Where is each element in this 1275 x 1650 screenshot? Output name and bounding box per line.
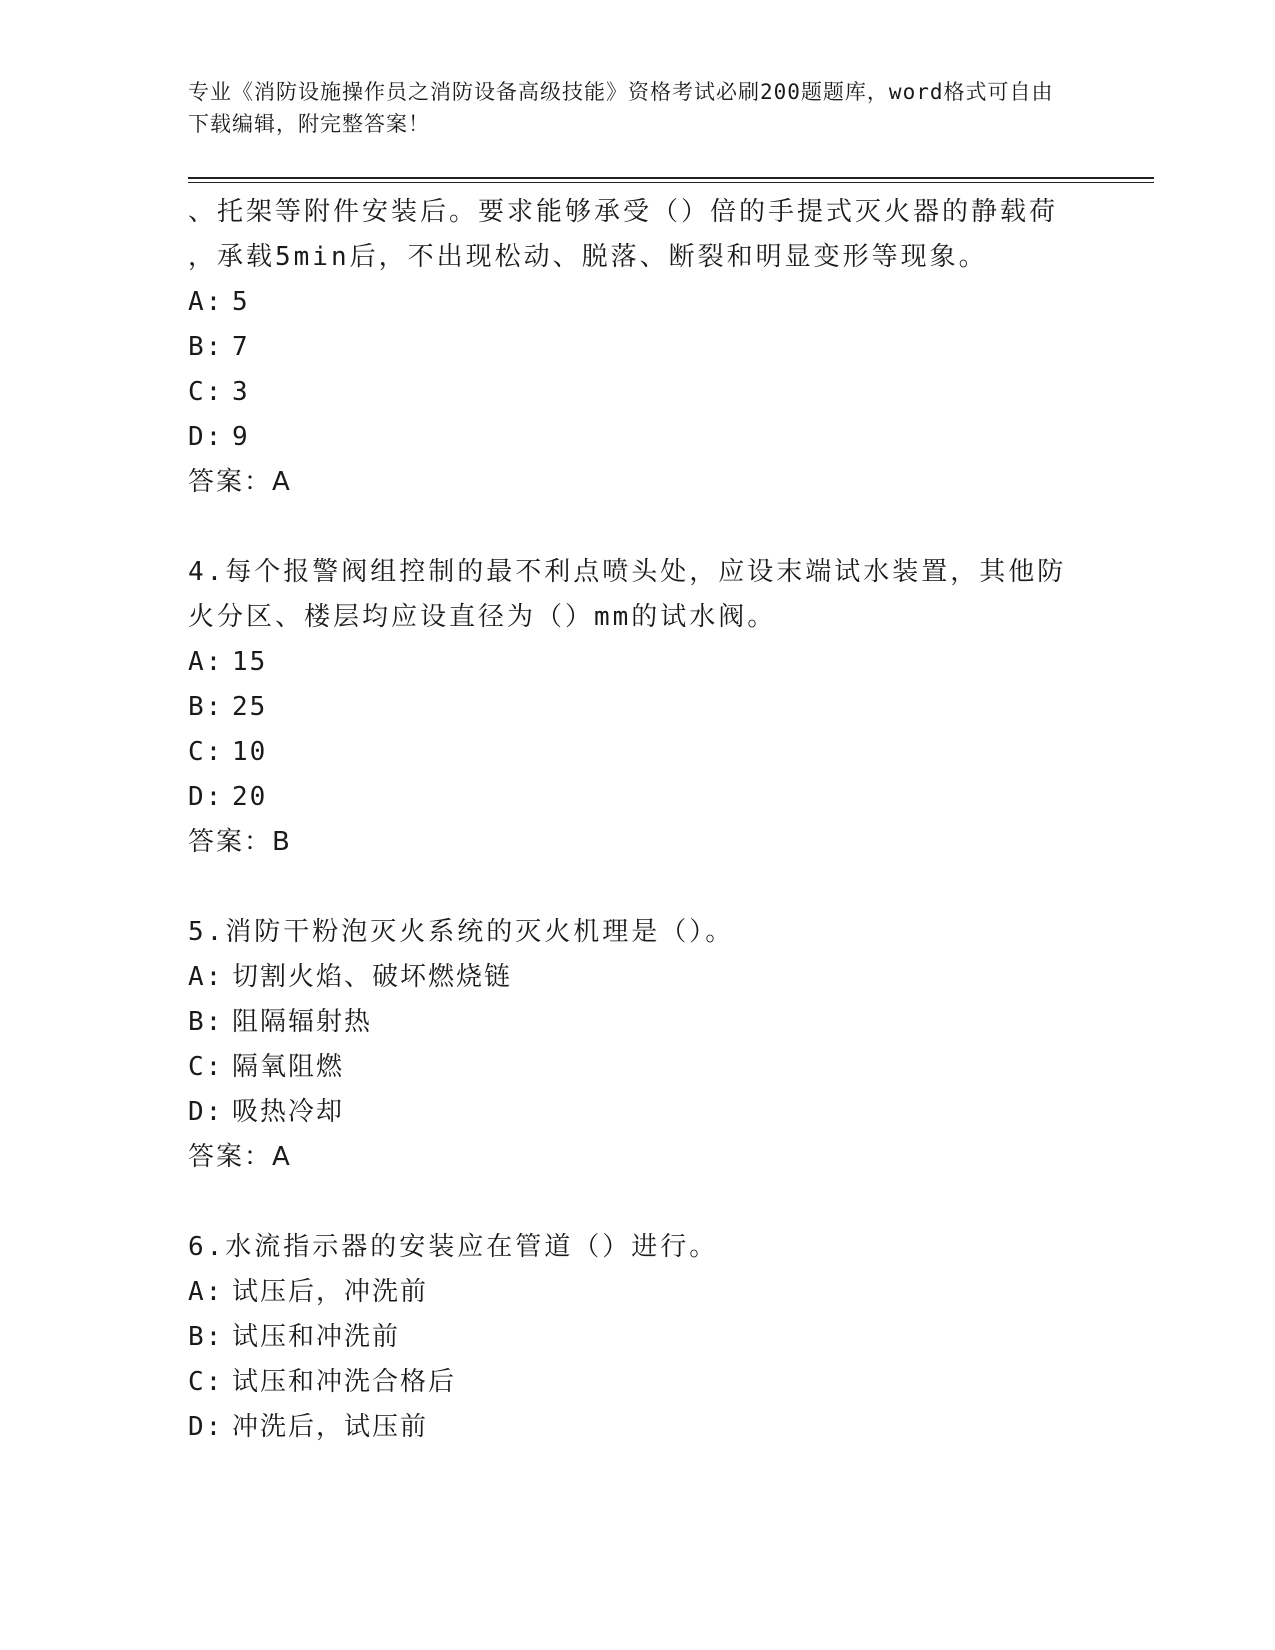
option-letter: D: bbox=[188, 1412, 224, 1442]
option-c bbox=[188, 1045, 1088, 1090]
question-text-line: 4.每个报警阀组控制的最不利点喷头处，应设末端试水装置，其他防 bbox=[188, 557, 1067, 587]
option-letter: A: bbox=[188, 287, 224, 317]
option-text: 试压后，冲洗前 bbox=[232, 1277, 429, 1307]
option-text: 阻隔辐射热 bbox=[232, 1007, 373, 1037]
option-d bbox=[188, 775, 1088, 820]
option-text: 试压和冲洗前 bbox=[232, 1322, 401, 1352]
option-letter: C: bbox=[188, 1052, 224, 1082]
option-b bbox=[188, 1000, 1088, 1045]
option-text: 吸热冷却 bbox=[232, 1097, 345, 1127]
answer-line: 答案：A bbox=[188, 467, 292, 497]
option-text: 9 bbox=[232, 422, 250, 452]
option-c bbox=[188, 370, 1088, 415]
option-a bbox=[188, 640, 1088, 685]
option-text: 20 bbox=[232, 782, 268, 812]
option-letter: B: bbox=[188, 1007, 224, 1037]
option-letter: B: bbox=[188, 1322, 224, 1352]
option-text: 5 bbox=[232, 287, 250, 317]
option-b bbox=[188, 1315, 1088, 1360]
option-text: 7 bbox=[232, 332, 250, 362]
option-a bbox=[188, 1270, 1088, 1315]
option-a bbox=[188, 280, 1088, 325]
option-letter: A: bbox=[188, 647, 224, 677]
option-letter: B: bbox=[188, 332, 224, 362]
option-letter: A: bbox=[188, 962, 224, 992]
option-text: 隔氧阻燃 bbox=[232, 1052, 345, 1082]
question-text-line: 6.水流指示器的安装应在管道（）进行。 bbox=[188, 1232, 719, 1262]
question-list bbox=[188, 190, 1088, 1495]
option-letter: D: bbox=[188, 782, 224, 812]
option-letter: B: bbox=[188, 692, 224, 722]
option-letter: C: bbox=[188, 737, 224, 767]
option-letter: A: bbox=[188, 1277, 224, 1307]
option-b bbox=[188, 325, 1088, 370]
option-a bbox=[188, 955, 1088, 1000]
option-b bbox=[188, 685, 1088, 730]
option-text: 3 bbox=[232, 377, 250, 407]
option-text: 切割火焰、破坏燃烧链 bbox=[232, 962, 513, 992]
answer-line: 答案：A bbox=[188, 1142, 292, 1172]
option-letter: C: bbox=[188, 1367, 224, 1397]
option-text: 15 bbox=[232, 647, 268, 677]
option-letter: D: bbox=[188, 1097, 224, 1127]
option-text: 25 bbox=[232, 692, 268, 722]
option-text: 10 bbox=[232, 737, 268, 767]
option-text: 试压和冲洗合格后 bbox=[232, 1367, 457, 1397]
option-c bbox=[188, 730, 1088, 775]
option-c bbox=[188, 1360, 1088, 1405]
option-d bbox=[188, 415, 1088, 460]
question-text-line: 火分区、楼层均应设直径为（）mm的试水阀。 bbox=[188, 602, 777, 632]
option-d bbox=[188, 1405, 1088, 1450]
question-text-line: 、托架等附件安装后。要求能够承受（）倍的手提式灭火器的静载荷 bbox=[188, 197, 1059, 227]
header-divider-top bbox=[188, 177, 1154, 179]
question-block bbox=[188, 910, 1088, 1180]
option-letter: C: bbox=[188, 377, 224, 407]
question-block bbox=[188, 550, 1088, 865]
option-text: 冲洗后，试压前 bbox=[232, 1412, 429, 1442]
question-text-line: ，承载5min后，不出现松动、脱落、断裂和明显变形等现象。 bbox=[188, 242, 988, 272]
question-block bbox=[188, 1225, 1088, 1450]
option-d bbox=[188, 1090, 1088, 1135]
document-header: 专业《消防设施操作员之消防设备高级技能》资格考试必刷200题题库，word格式可自由下载编辑，附完整答案！ bbox=[188, 80, 1054, 136]
answer-line: 答案：B bbox=[188, 827, 292, 857]
question-block bbox=[188, 190, 1088, 505]
option-letter: D: bbox=[188, 422, 224, 452]
question-text-line: 5.消防干粉泡灭火系统的灭火机理是（）。 bbox=[188, 917, 735, 947]
header-divider-bottom bbox=[188, 182, 1154, 183]
